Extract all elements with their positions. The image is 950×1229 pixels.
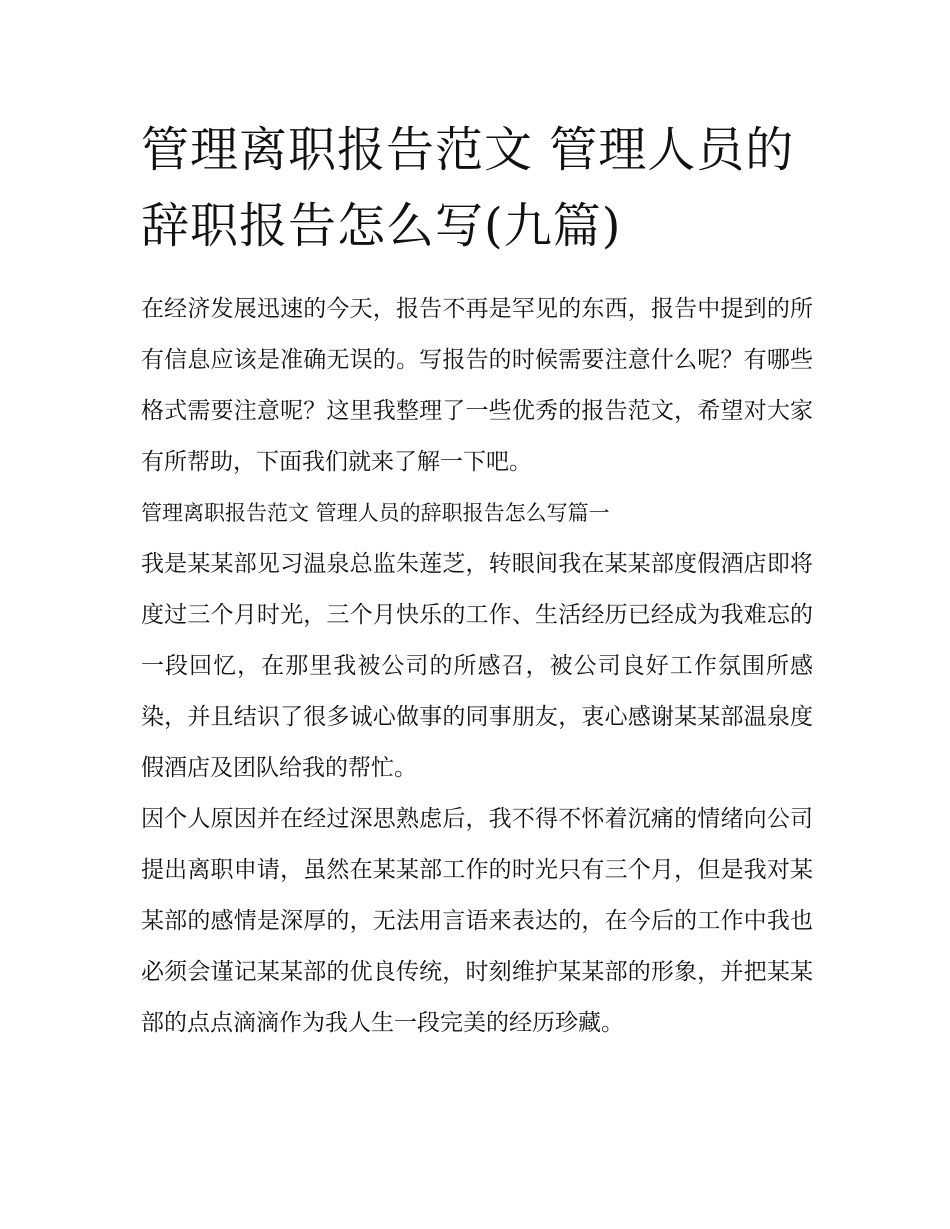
body-paragraph: 因个人原因并在经过深思熟虑后，我不得不怀着沉痛的情绪向公司提出离职申请，虽然在某某部工作的时光只有三个月，但是我对某某部的感情是深厚的，无法用言语来表达的，在今后的工作中我也必须会谨记某某部的优良传统，时刻维护某某部的形象，并把某某部的点点滴滴作为我人生一段完美的经历珍藏。 [141,806,813,1036]
section-heading: 管理离职报告范文 管理人员的辞职报告怎么写篇一 [141,501,610,525]
document-page [141,112,813,1049]
intro-paragraph: 在经济发展迅速的今天，报告不再是罕见的东西，报告中提到的所有信息应该是准确无误的。写报告的时候需要注意什么呢？有哪些格式需要注意呢？这里我整理了一些优秀的报告范文，希望对大家有所帮助，下面我们就来了解一下吧。 [141,296,813,475]
document-title: 管理离职报告范文 管理人员的辞职报告怎么写(九篇) [141,122,795,254]
body-paragraph: 我是某某部见习温泉总监朱莲芝，转眼间我在某某部度假酒店即将度过三个月时光，三个月快乐的工作、生活经历已经成为我难忘的一段回忆，在那里我被公司的所感召，被公司良好工作氛围所感染，并且结识了很多诚心做事的同事朋友，衷心感谢某某部温泉度假酒店及团队给我的帮忙。 [141,551,813,781]
